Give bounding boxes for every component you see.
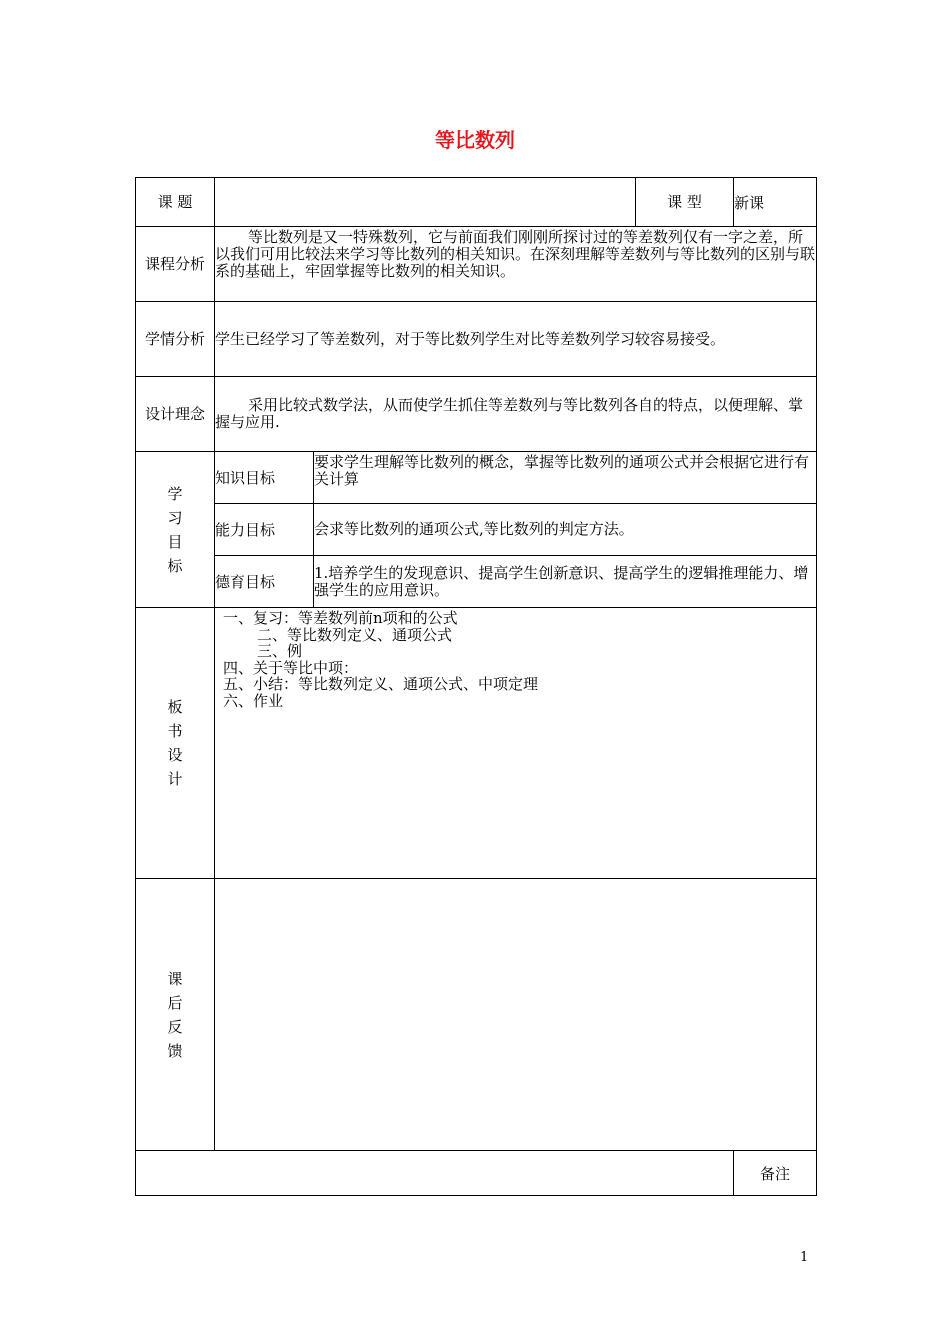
- board-line-5: 五、小结：等比数列定义、通项公式、中项定理: [223, 675, 539, 693]
- feedback-row: [136, 879, 817, 1151]
- board-line-6: 六、作业: [223, 691, 284, 710]
- lesson-type-value: 新课: [734, 178, 817, 227]
- design-concept-row: [136, 377, 817, 452]
- objective-ability-label: 能力目标: [215, 504, 314, 556]
- topic-value: [215, 178, 636, 227]
- board-line-1: 一、复习：等差数列前n项和的公式: [223, 609, 458, 627]
- design-concept-label: 设计理念: [136, 377, 215, 452]
- student-analysis-row: [136, 302, 817, 377]
- student-analysis-text: 学生已经学习了等差数列，对于等比数列学生对比等差数列学习较容易接受。: [215, 302, 817, 377]
- objective-moral-text: 1.培养学生的发现意识、提高学生创新意识、提高学生的逻辑推理能力、增强学生的应用意识。: [314, 556, 817, 608]
- objective-knowledge-label: 知识目标: [215, 452, 314, 504]
- objective-row-knowledge: [136, 452, 817, 504]
- topic-row: [136, 178, 817, 227]
- document-title: 等比数列: [435, 128, 515, 152]
- lesson-plan-table: [135, 177, 817, 1196]
- remark-value: [136, 1151, 734, 1196]
- objective-knowledge-text: 要求学生理解等比数列的概念，掌握等比数列的通项公式并会根据它进行有关计算: [314, 452, 817, 504]
- objectives-label: [136, 452, 215, 608]
- feedback-label: [136, 879, 215, 1151]
- board-design-row: [136, 608, 817, 879]
- course-analysis-row: [136, 227, 817, 302]
- course-analysis-text: 等比数列是又一特殊数列，它与前面我们刚刚所探讨过的等差数列仅有一字之差，所以我们可用比较法来学习等比数列的相关知识。在深刻理解等差数列与等比数列的区别与联系的基础上，牢固掌握等比数列的相关知识。: [215, 227, 817, 302]
- remark-row: [136, 1151, 817, 1196]
- board-design-label: [136, 608, 215, 879]
- remark-label: 备注: [734, 1151, 817, 1196]
- course-analysis-label: 课程分析: [136, 227, 215, 302]
- objective-ability-text: 会求等比数列的通项公式,等比数列的判定方法。: [314, 504, 817, 556]
- board-line-3: 三、例: [257, 642, 303, 660]
- objective-row-moral: [136, 556, 817, 608]
- board-line-4: 四、关于等比中项：: [223, 658, 359, 677]
- board-design-content: [215, 608, 817, 879]
- feedback-label-text: 课后反馈: [167, 969, 183, 1060]
- objective-moral-label: 德育目标: [215, 556, 314, 608]
- page-number: 1: [800, 1250, 809, 1265]
- student-analysis-label: 学情分析: [136, 302, 215, 377]
- feedback-content: [215, 879, 817, 1151]
- objective-row-ability: [136, 504, 817, 556]
- objectives-label-text: 学习目标: [167, 484, 183, 575]
- lesson-type-label: 课 型: [636, 178, 734, 227]
- board-design-label-text: 板书设计: [167, 698, 183, 788]
- topic-label: 课 题: [136, 178, 215, 227]
- board-line-2: 二、等比数列定义、通项公式: [257, 625, 453, 644]
- design-concept-text: 采用比较式数学法，从而使学生抓住等差数列与等比数列各自的特点，以便理解、掌握与应用.: [215, 377, 817, 452]
